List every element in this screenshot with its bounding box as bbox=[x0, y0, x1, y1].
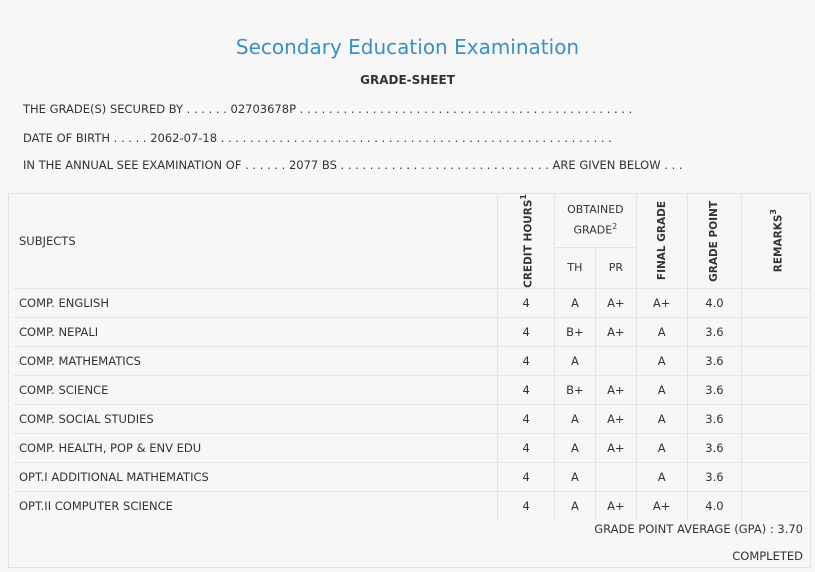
header-pr: PR bbox=[595, 247, 636, 288]
final-grade-cell: A bbox=[636, 433, 687, 462]
grade-point-cell: 3.6 bbox=[687, 433, 742, 462]
th-grade-cell: A bbox=[554, 346, 595, 375]
table-row bbox=[13, 404, 810, 433]
grades-table-container bbox=[8, 193, 811, 568]
credit-hours-cell: 4 bbox=[498, 375, 555, 404]
header-credit-hours: CREDIT HOURS$^1$ bbox=[498, 194, 555, 288]
remarks-cell bbox=[742, 491, 810, 520]
grade-point-cell: 3.6 bbox=[687, 404, 742, 433]
final-grade-cell: A bbox=[636, 317, 687, 346]
secured-by-line: THE GRADE(S) SECURED BY . . . . . . 02703678P . . . . . . . . . . . . . . . . . . . . . . . . . . . . . . . . . . . . . . . . . . . . . . bbox=[23, 102, 633, 116]
grade-point-cell: 3.6 bbox=[687, 346, 742, 375]
grade-sheet-heading: GRADE-SHEET bbox=[360, 73, 455, 87]
result-status: COMPLETED bbox=[732, 549, 803, 563]
final-grade-cell: A bbox=[636, 462, 687, 491]
subject-cell: COMP. MATHEMATICS bbox=[13, 346, 498, 375]
th-grade-cell: A bbox=[554, 462, 595, 491]
subject-cell: COMP. HEALTH, POP & ENV EDU bbox=[13, 433, 498, 462]
page-title: Secondary Education Examination bbox=[235, 35, 580, 59]
final-grade-cell: A bbox=[636, 346, 687, 375]
pr-grade-cell: A+ bbox=[595, 317, 636, 346]
subject-cell: COMP. NEPALI bbox=[13, 317, 498, 346]
header-final-grade: FINAL GRADE bbox=[636, 194, 687, 288]
th-grade-cell: A bbox=[554, 491, 595, 520]
final-grade-cell: A bbox=[636, 375, 687, 404]
credit-hours-cell: 4 bbox=[498, 346, 555, 375]
header-th: TH bbox=[554, 247, 595, 288]
remarks-cell bbox=[742, 433, 810, 462]
grade-point-cell: 4.0 bbox=[687, 491, 742, 520]
final-grade-cell: A bbox=[636, 404, 687, 433]
grade-point-cell: 3.6 bbox=[687, 462, 742, 491]
header-subjects: SUBJECTS bbox=[19, 233, 76, 248]
exam-line: IN THE ANNUAL SEE EXAMINATION OF . . . . . . 2077 BS . . . . . . . . . . . . . . . . . . . . . . . . . . . . . ARE GIVEN BELOW . . . bbox=[23, 158, 683, 172]
th-grade-cell: A bbox=[554, 433, 595, 462]
table-row bbox=[13, 288, 810, 317]
table-row bbox=[13, 346, 810, 375]
th-grade-cell: A bbox=[554, 288, 595, 317]
header-remarks: REMARKS$^3$ bbox=[742, 194, 810, 288]
grade-point-cell: 3.6 bbox=[687, 317, 742, 346]
table-row bbox=[13, 433, 810, 462]
remarks-cell bbox=[742, 375, 810, 404]
pr-grade-cell: A+ bbox=[595, 375, 636, 404]
pr-grade-cell bbox=[595, 462, 636, 491]
credit-hours-cell: 4 bbox=[498, 433, 555, 462]
pr-grade-cell: A+ bbox=[595, 433, 636, 462]
final-grade-cell: A+ bbox=[636, 288, 687, 317]
remarks-cell bbox=[742, 404, 810, 433]
table-row bbox=[13, 491, 810, 520]
header-obtained-grade: OBTAINED GRADE$^2$ bbox=[554, 194, 636, 247]
date-of-birth-line: DATE OF BIRTH . . . . . 2062-07-18 . . . . . . . . . . . . . . . . . . . . . . . . . . . . . . . . . . . . . . . . . . . . . . . . . . . . . . bbox=[23, 131, 612, 145]
table-row bbox=[13, 462, 810, 491]
header-grade-point: GRADE POINT bbox=[687, 194, 742, 288]
grade-point-cell: 3.6 bbox=[687, 375, 742, 404]
pr-grade-cell: A+ bbox=[595, 404, 636, 433]
credit-hours-cell: 4 bbox=[498, 288, 555, 317]
final-grade-cell: A+ bbox=[636, 491, 687, 520]
gpa-summary: GRADE POINT AVERAGE (GPA) : 3.70 bbox=[594, 522, 803, 536]
table-row bbox=[13, 375, 810, 404]
pr-grade-cell: A+ bbox=[595, 288, 636, 317]
pr-grade-cell bbox=[595, 346, 636, 375]
subject-cell: OPT.II COMPUTER SCIENCE bbox=[13, 491, 498, 520]
grade-point-cell: 4.0 bbox=[687, 288, 742, 317]
subject-cell: OPT.I ADDITIONAL MATHEMATICS bbox=[13, 462, 498, 491]
credit-hours-cell: 4 bbox=[498, 491, 555, 520]
remarks-cell bbox=[742, 346, 810, 375]
table-row bbox=[13, 317, 810, 346]
pr-grade-cell: A+ bbox=[595, 491, 636, 520]
grades-table bbox=[13, 194, 810, 520]
th-grade-cell: B+ bbox=[554, 375, 595, 404]
credit-hours-cell: 4 bbox=[498, 462, 555, 491]
subject-cell: COMP. ENGLISH bbox=[13, 288, 498, 317]
credit-hours-cell: 4 bbox=[498, 404, 555, 433]
subject-cell: COMP. SOCIAL STUDIES bbox=[13, 404, 498, 433]
remarks-cell bbox=[742, 288, 810, 317]
th-grade-cell: B+ bbox=[554, 317, 595, 346]
remarks-cell bbox=[742, 462, 810, 491]
remarks-cell bbox=[742, 317, 810, 346]
subject-cell: COMP. SCIENCE bbox=[13, 375, 498, 404]
th-grade-cell: A bbox=[554, 404, 595, 433]
credit-hours-cell: 4 bbox=[498, 317, 555, 346]
